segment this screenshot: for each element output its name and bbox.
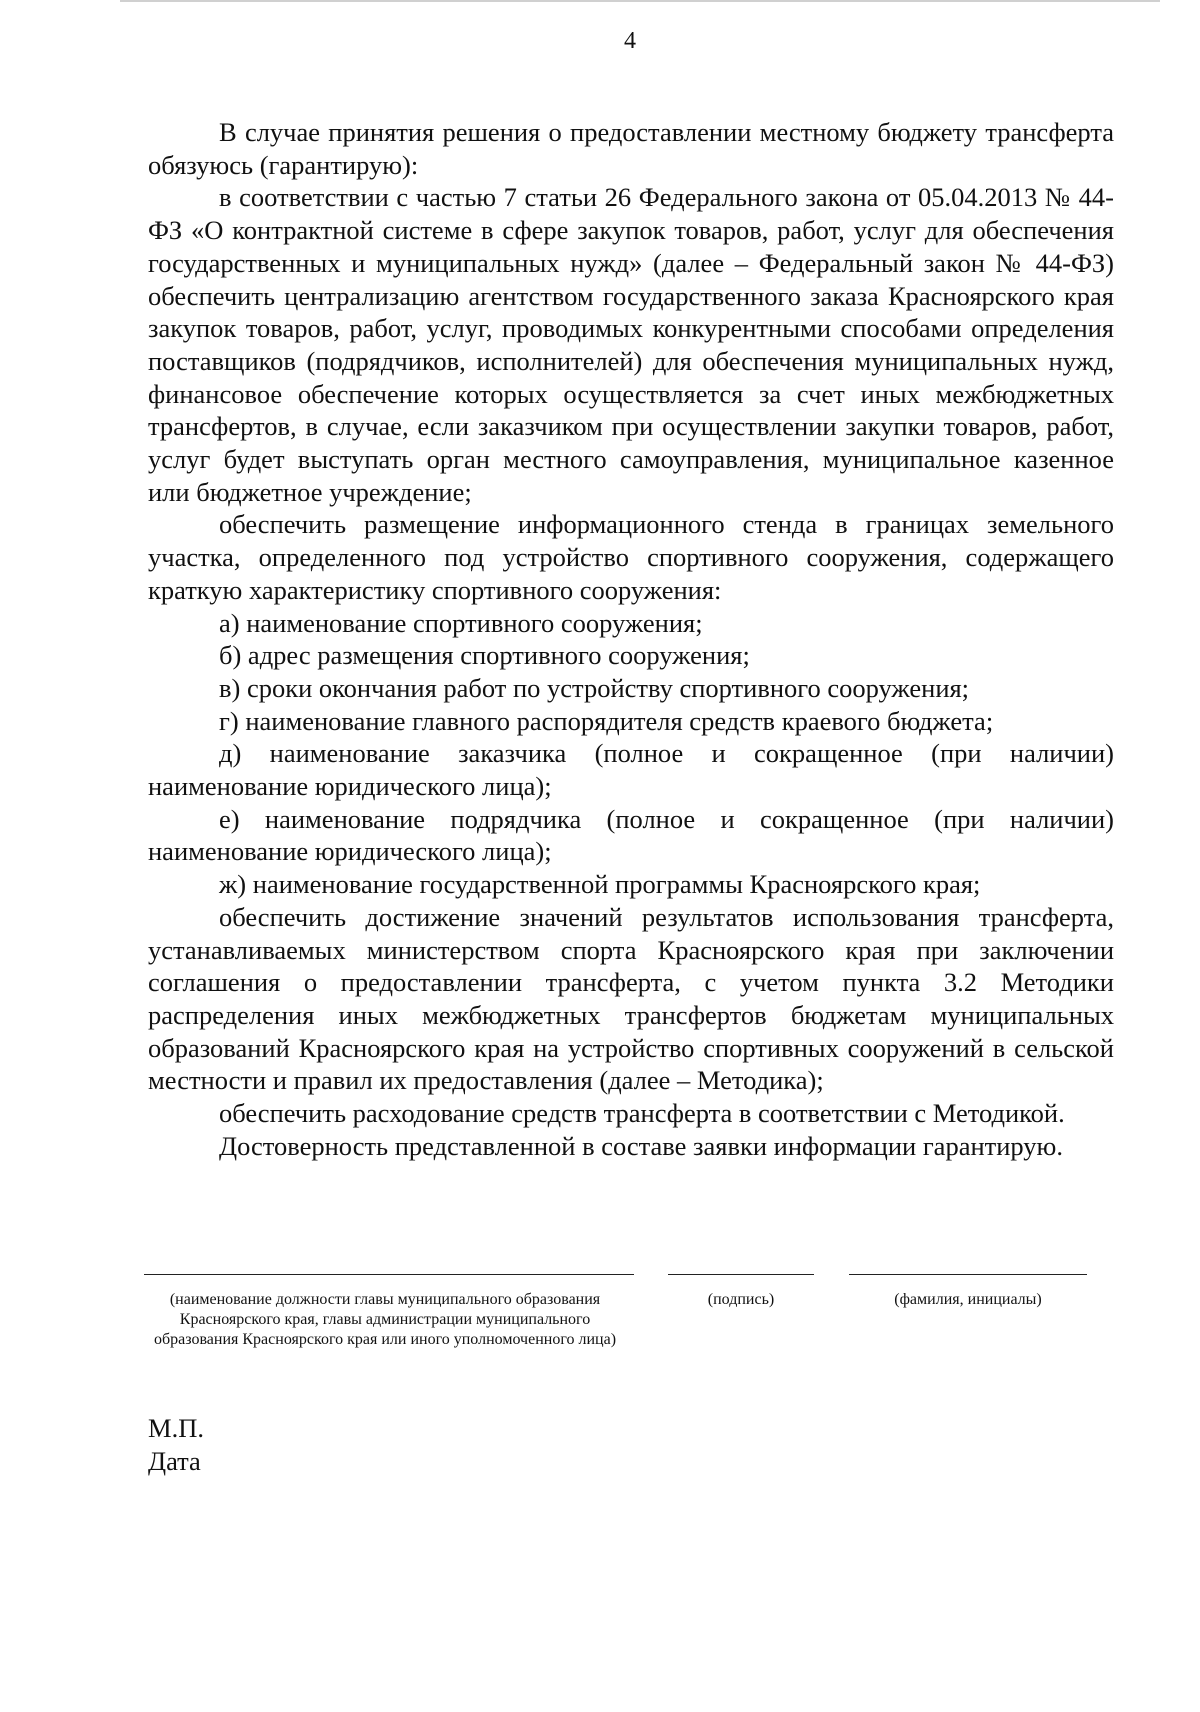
signature-block: [0, 1274, 1200, 1384]
list-item-g: г) наименование главного распорядителя средств краевого бюджета;: [219, 705, 994, 736]
signature-caption: (подпись): [707, 1291, 775, 1308]
paragraph-guarantee: Достоверность представленной в составе заявки информации гарантирую.: [219, 1130, 1063, 1161]
stamp-label: М.П.: [148, 1413, 204, 1443]
paragraph-procurement-centralization: в соответствии с частью 7 статьи 26 Федерального закона от 05.04.2013 № 44-ФЗ «О контрактной системе в сфере закупок товаров, работ, услуг для обеспечения государственных и муниципальных нужд» (далее – Федеральный закон № 44-ФЗ) обеспечить централизацию агентством государственного заказа Красноярского края закупок товаров, работ, услуг, проводимых конкурентными способами определения поставщиков (подрядчиков, исполнителей) для обеспечения муниципальных нужд, финансовое обеспечение которых осуществляется за счет иных межбюджетных трансфертов, в случае, если заказчиком при осуществлении закупки товаров, работ, услуг будет выступать орган местного самоуправления, муниципальное казенное или бюджетное учреждение;: [148, 182, 1114, 507]
document-body: [148, 116, 1114, 1163]
stamp-date-block: [148, 1412, 204, 1478]
name-caption: (фамилия, инициалы): [894, 1291, 1042, 1308]
list-item-e: е) наименование подрядчика (полное и сокращенное (при наличии) наименование юридического лица);: [148, 803, 1114, 867]
paragraph-spending: обеспечить расходование средств трансферта в соответствии с Методикой.: [219, 1098, 1065, 1129]
paragraph-results: обеспечить достижение значений результатов использования трансферта, устанавливаемых министерством спорта Красноярского края при заключении соглашения о предоставлении трансферта, с учетом пункта 3.2 Методики распределения иных межбюджетных трансфертов бюджетам муниципальных образований Красноярского края на устройство спортивных сооружений в сельской местности и правил их предоставления (далее – Методика);: [148, 901, 1114, 1096]
list-item-a: а) наименование спортивного сооружения;: [219, 607, 703, 638]
signature-line: [668, 1274, 814, 1275]
list-item-d: д) наименование заказчика (полное и сокращенное (при наличии) наименование юридического лица);: [148, 738, 1114, 802]
position-signature-line: [144, 1274, 634, 1275]
scan-edge-line: [120, 0, 1160, 2]
list-item-v: в) сроки окончания работ по устройству спортивного сооружения;: [219, 672, 970, 703]
list-item-zh: ж) наименование государственной программы Красноярского края;: [219, 869, 981, 900]
page-number: 4: [624, 28, 636, 54]
paragraph-info-stand: обеспечить размещение информационного стенда в границах земельного участка, определенного под устройство спортивного сооружения, содержащего краткую характеристику спортивного сооружения:: [148, 509, 1114, 605]
list-item-b: б) адрес размещения спортивного сооружения;: [219, 640, 750, 671]
paragraph-intro: В случае принятия решения о предоставлении местному бюджету трансферта обязуюсь (гарантирую):: [148, 117, 1114, 180]
position-caption: (наименование должности главы муниципального образования Красноярского края, главы администрации муниципального образования Красноярского края или иного уполномоченного лица): [153, 1291, 617, 1348]
name-signature-line: [849, 1274, 1087, 1275]
date-label: Дата: [148, 1446, 201, 1476]
